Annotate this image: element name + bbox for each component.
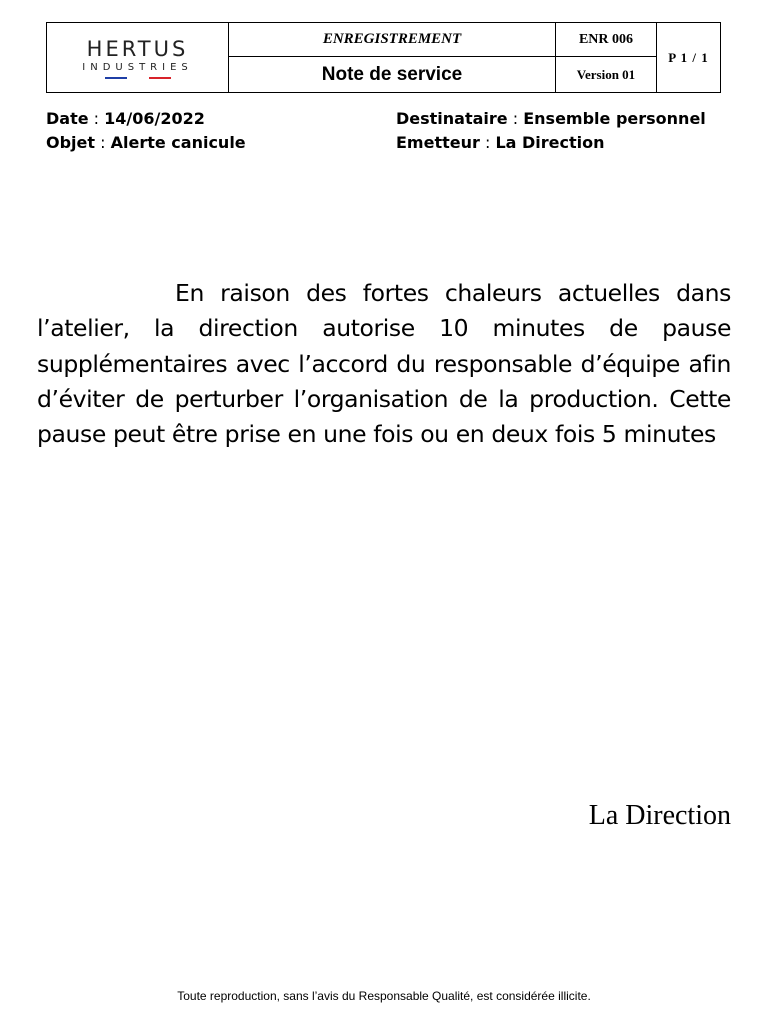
signature: La Direction [588, 800, 731, 831]
memo-body: En raison des fortes chaleurs actuelles dans l’atelier, la direction autorise 10 minutes de pause supplémentaires avec l’accord du responsable d’équipe afin d’éviter de perturber l’organisation de la production. Cette pause peut être prise en une fois ou en deux fois 5 minutes [37, 279, 731, 449]
logo-subtitle: INDUSTRIES [82, 62, 193, 73]
doc-title: Note de service [229, 57, 556, 93]
meta-recipient: Destinataire : Ensemble personnel [396, 109, 706, 128]
french-flag-icon [47, 77, 228, 79]
footer-disclaimer: Toute reproduction, sans l’avis du Responsable Qualité, est considérée illicite. [177, 989, 591, 1003]
meta-left [46, 107, 246, 155]
meta-right [396, 107, 706, 155]
meta-sender: Emetteur : La Direction [396, 133, 605, 152]
doc-code: ENR 006 [556, 23, 657, 57]
meta-object: Objet : Alerte canicule [46, 133, 246, 152]
doc-type: ENREGISTREMENT [229, 23, 556, 57]
logo-name: HERTUS [86, 37, 189, 61]
page-number: P 1 / 1 [657, 23, 721, 93]
doc-version: Version 01 [556, 57, 657, 93]
company-logo [47, 23, 229, 93]
document-header [46, 22, 721, 93]
meta-date: Date : 14/06/2022 [46, 109, 205, 128]
